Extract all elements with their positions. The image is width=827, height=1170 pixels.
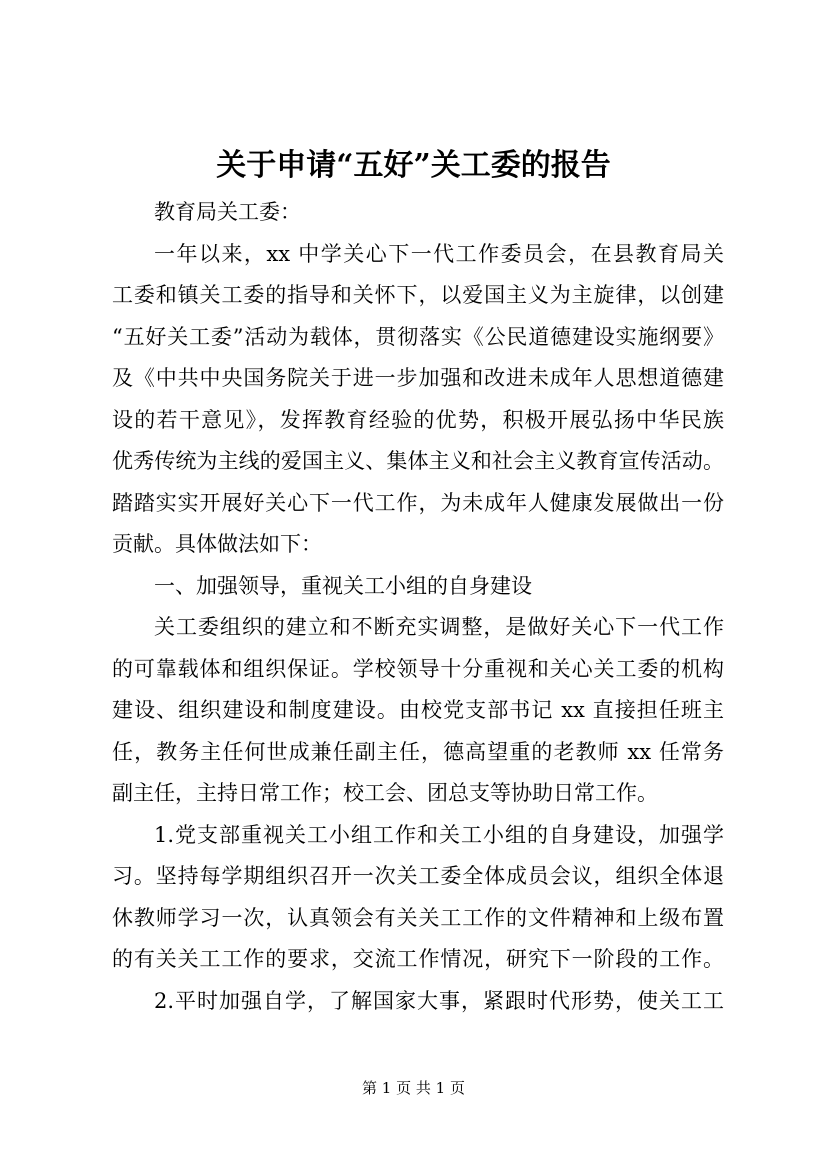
body-line: 休教师学习一次，认真领会有关关工工作的文件精神和上级布置 [112,905,724,930]
body-line: 习。坚持每学期组织召开一次关工委全体成员会议，组织全体退 [112,864,724,888]
body-line: 及《中共中央国务院关于进一步加强和改进未成年人思想道德建 [112,366,724,390]
body-line: 建设、组织建设和制度建设。由校党支部书记 xx 直接担任班主 [112,698,724,722]
document-body [112,192,724,1022]
body-line: 2.平时加强自学，了解国家大事，紧跟时代形势，使关工工 [154,988,724,1013]
body-line: 踏踏实实开展好关心下一代工作，为未成年人健康发展做出一份 [112,490,724,515]
body-line: 的可靠载体和组织保证。学校领导十分重视和关心关工委的机构 [112,656,724,681]
body-line: 一年以来，xx 中学关心下一代工作委员会，在县教育局关 [154,241,724,266]
body-line: 任，教务主任何世成兼任副主任，德高望重的老教师 xx 任常务 [112,739,724,764]
document-title: 关于申请“五好”关工委的报告 [216,148,611,183]
body-line: 的有关关工工作的要求，交流工作情况，研究下一阶段的工作。 [112,947,724,971]
body-line: 教育局关工委： [154,200,301,224]
body-line: 副主任，主持日常工作；校工会、团总支等协助日常工作。 [112,781,658,805]
body-line: “五好关工委”活动为载体，贯彻落实《公民道德建设实施纲要》 [112,324,724,349]
body-line: 贡献。具体做法如下： [112,532,322,556]
body-line: 工委和镇关工委的指导和关怀下，以爱国主义为主旋律，以创建 [112,283,724,307]
body-line: 设的若干意见》，发挥教育经验的优势，积极开展弘扬中华民族 [112,407,724,432]
body-line: 1.党支部重视关工小组工作和关工小组的自身建设，加强学 [154,822,724,847]
body-line: 关工委组织的建立和不断充实调整，是做好关心下一代工作 [154,615,724,639]
body-line: 一、加强领导，重视关工小组的自身建设 [154,573,532,598]
page-footer: 第 1 页 共 1 页 [362,1079,465,1097]
body-line: 优秀传统为主线的爱国主义、集体主义和社会主义教育宣传活动。 [112,449,724,473]
